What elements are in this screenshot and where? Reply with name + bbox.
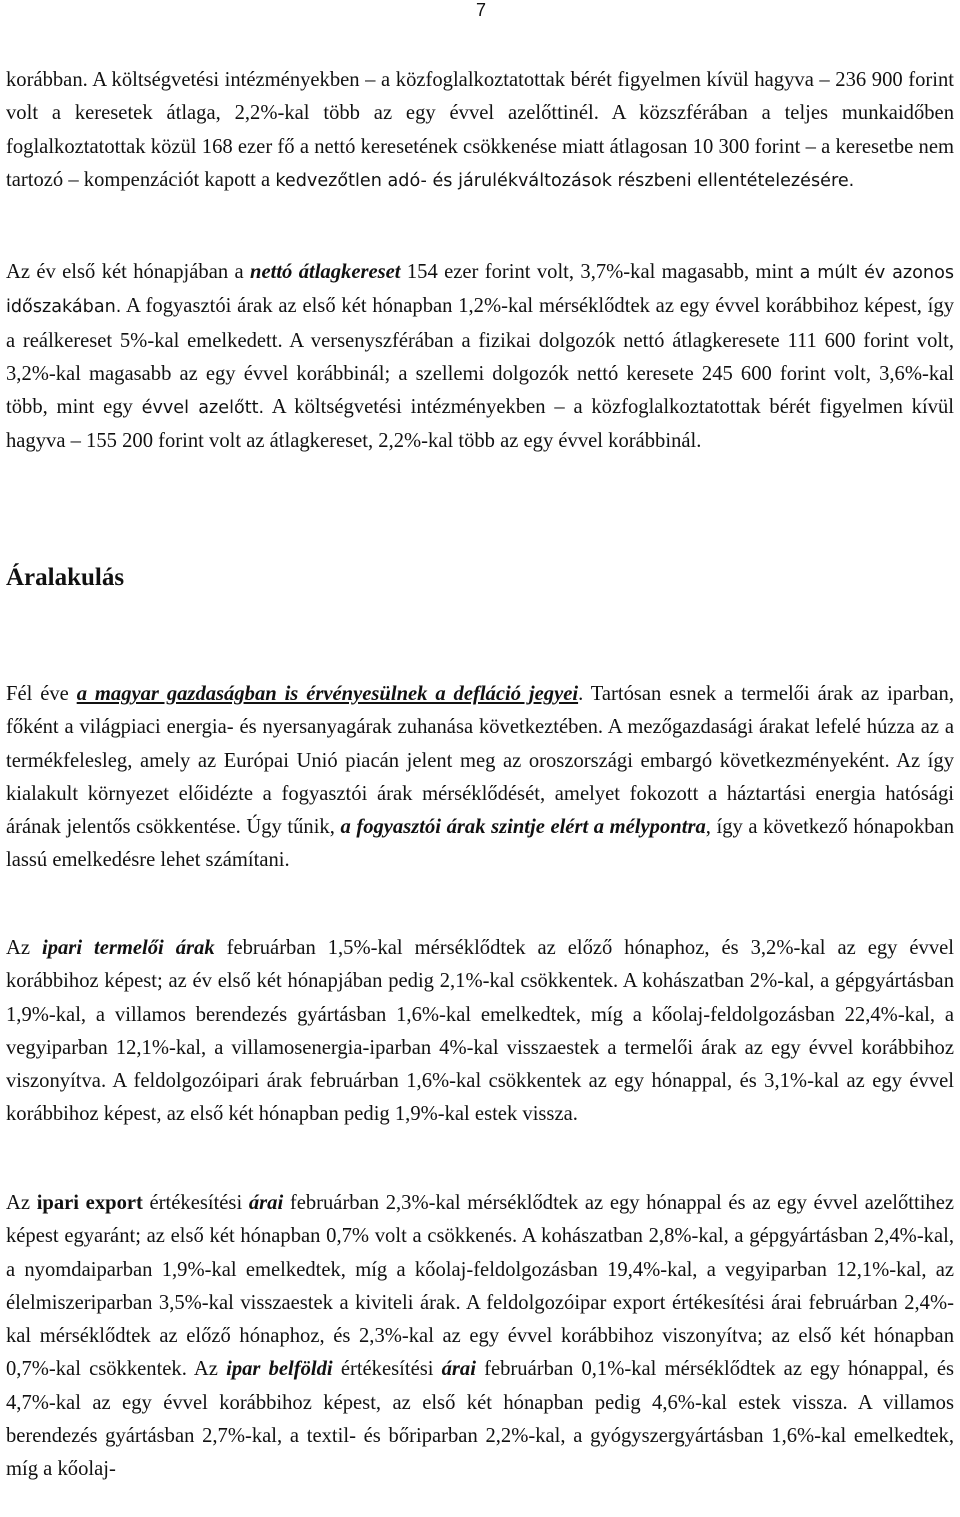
emphasis-net-average-wage: nettó átlagkereset xyxy=(250,261,401,283)
emphasis-prices: árai xyxy=(248,1192,284,1214)
paragraph-wages-public-sector xyxy=(6,64,954,198)
paragraph-text: értékesítési xyxy=(142,1192,249,1214)
paragraph-text: 154 ezer forint volt, 3,7%-kal magasabb, mint xyxy=(400,261,800,283)
emphasis-industrial-export: ipari export xyxy=(36,1192,143,1214)
paragraph-text: Az xyxy=(6,1192,37,1214)
paragraph-text: korábban. A költségvetési intézményekben – a közfoglalkoztatottak bérét figyelmen kívül hagyva – 236 900 forint volt a keresetek átlaga, 2,2%-kal több az egy évvel azelőttinél. A közszférában a teljes munkaidőben foglalkoztatottak közül 168 ezer fő a nettó keresetének csökkenése miatt átlagosan 10 300 forint – a keresetbe nem tartozó – kompenzációt kapott a xyxy=(6,69,954,191)
paragraph-text: februárban 0,1%-kal mérséklődtek az egy hónappal, és 4,7%-kal az egy évvel korábbihoz képest, az első két hónapban pedig 4,6%-kal estek vissza. A villamos berendezés gyártásban 2,7%-kal, a textil- és bőriparban 2,2%-kal, a gyógyszergyártásban 1,6%-kal emelkedtek, míg a kőolaj- xyxy=(6,1358,954,1481)
paragraph-text-sans: évvel azelőtt. xyxy=(141,398,265,419)
paragraph-text: februárban 1,5%-kal mérséklődtek az előző hónaphoz, és 3,2%-kal az egy évvel korábbihoz képest; az év első két hónapjában pedig 2,1%-kal csökkentek. A kohászatban 2%-kal, a gépgyártásban 1,9%-kal, a villamos berendezés gyártásban 1,6%-kal emelkedtek, míg a kőolaj-feldolgozásban 22,4%-kal, a vegyiparban 12,1%-kal, a villamosenergia-iparban 4%-kal visszaestek a termelői árak az egy évvel korábbihoz viszonyítva. A feldolgozóipari árak februárban 1,6%-kal csökkentek az egy hónappal, és 3,1%-kal az egy évvel korábbihoz képest, az első két hónapban pedig 1,9%-kal estek vissza. xyxy=(6,937,954,1126)
paragraph-text: Az xyxy=(6,937,42,959)
paragraph-text-sans: a múlt év azonos időszakában. xyxy=(6,263,954,318)
emphasis-industrial-producer-prices: ipari termelői árak xyxy=(41,937,215,959)
paragraph-net-average-wage xyxy=(6,256,954,459)
emphasis-industry-domestic: ipar belföldi xyxy=(226,1358,333,1381)
emphasis-consumer-prices: a fogyasztói árak szintje elért a mélypontra xyxy=(340,816,706,839)
paragraph-text: értékesítési xyxy=(332,1358,442,1381)
section-heading: Áralakulás xyxy=(6,564,125,591)
paragraph-text: februárban 2,3%-kal mérséklődtek az egy hónappal és az egy évvel azelőttihez képest egyaránt; az első két hónapban 0,7% volt a csökkenés. A kohászatban 2,8%-kal, a gépgyártásban 2,4%-kal, a nyomdaiparban 1,9%-kal emelkedtek, míg a kőolaj-feldolgozásban 19,4%-kal, a vegyiparban 12,1%-kal, az élelmiszeriparban 3,5%-kal visszaestek a kiviteli árak. A feldolgozóipar export értékesítési árai februárban 2,4%-kal mérséklődtek az előző hónaphoz, és 2,3%-kal az egy évvel korábbihoz viszonyítva; az első két hónapban 0,7%-kal csökkentek. Az xyxy=(6,1192,954,1381)
emphasis-deflation: a magyar gazdaságban is érvényesülnek a defláció jegyei xyxy=(76,683,579,705)
page-number: 7 xyxy=(475,0,486,20)
paragraph-deflation xyxy=(6,678,954,878)
paragraph-text: . Tartósan esnek a termelői árak az iparban, főként a világpiaci energia- és nyersanyagárak zuhanása következtében. A mezőgazdasági árakat lefelé húzza az a termékfelesleg, amely az Európai Unió piacán jelent meg az oroszországi embargó következményeként. Az így kialakult környezet előidézte a fogyasztói árak mérséklődését, amelyet fokozott a háztartási energia hatósági árának jelentős csökkentése. Úgy tűnik, xyxy=(6,683,954,839)
paragraph-text: A fogyasztói árak az első két hónapban 1,2%-kal mérséklődtek az egy évvel korábbihoz képest, így a reálkereset 5%-kal emelkedett. A versenyszférában a fizikai dolgozók nettó átlagkeresete 111 600 forint volt, 3,2%-kal magasabb az egy évvel korábbinál; a szellemi dolgozók nettó keresete 245 600 forint volt, 3,6%-kal több, mint egy xyxy=(6,295,954,419)
emphasis-prices: árai xyxy=(441,1358,476,1381)
paragraph-text: A költségvetési intézményekben – a közfoglalkoztatottak bérét figyelmen kívül hagyva – 155 200 forint volt az átlagkereset, 2,2%-kal több az egy évvel korábbinál. xyxy=(6,396,955,453)
paragraph-text: Az év első két hónapjában a xyxy=(6,261,250,283)
paragraph-text: , így a következő hónapokban lassú emelkedésre lehet számítani. xyxy=(6,816,954,872)
paragraph-text: Fél éve xyxy=(6,683,77,705)
paragraph-text-sans: kedvezőtlen adó- és járulékváltozások részbeni ellentételezésére. xyxy=(275,170,855,191)
paragraph-industrial-export-prices xyxy=(6,1187,954,1487)
paragraph-industrial-producer-prices xyxy=(6,932,954,1132)
